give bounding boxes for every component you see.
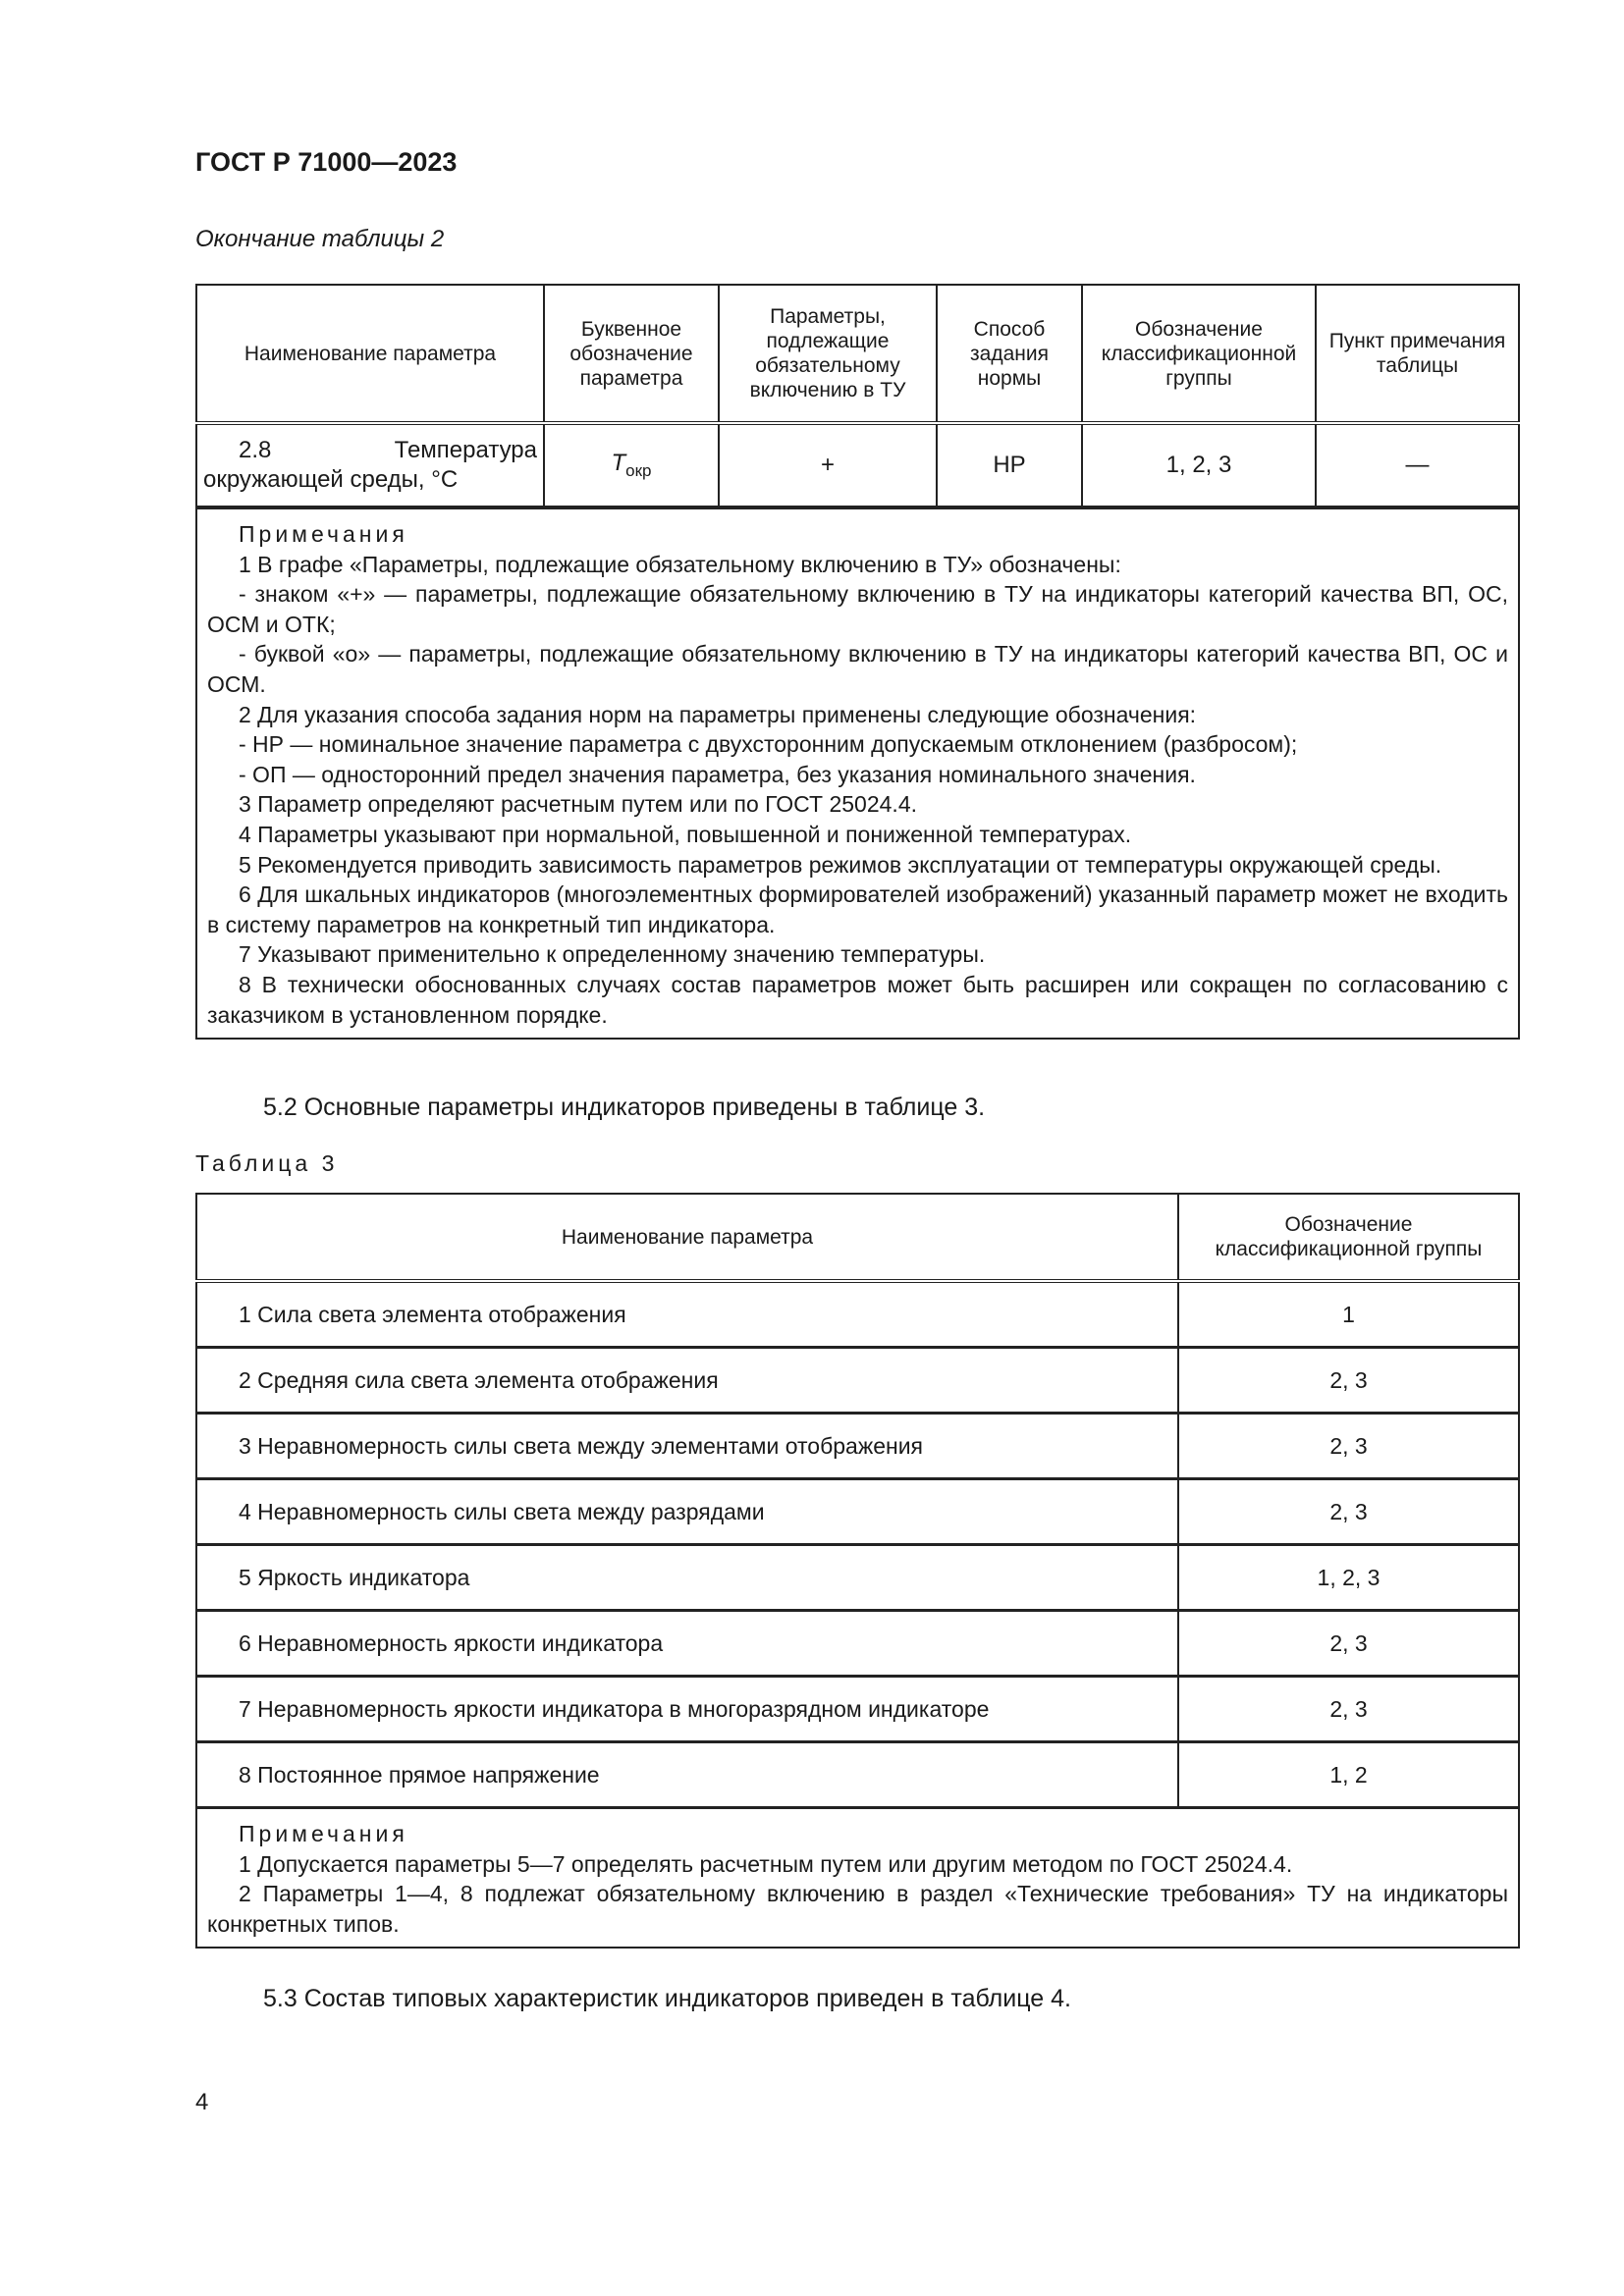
table-header-row bbox=[196, 285, 1519, 423]
table-row bbox=[196, 1479, 1519, 1545]
table-notes bbox=[196, 507, 1519, 1039]
note: - буквой «о» — параметры, подлежащие обязательному включению в ТУ на индикаторы категорий качества ВП, ОС и ОСМ. bbox=[207, 641, 1508, 697]
table-row bbox=[196, 1611, 1519, 1677]
param-name: 2.8 Температура окружающей среды, °С bbox=[196, 423, 544, 507]
param-group: 2, 3 bbox=[1178, 1611, 1519, 1677]
param-group: 2, 3 bbox=[1178, 1479, 1519, 1545]
table-2 bbox=[195, 284, 1520, 1040]
param-name: 4 Неравномерность силы света между разрядами bbox=[196, 1479, 1178, 1545]
paragraph-5-2: 5.2 Основные параметры индикаторов приведены в таблице 3. bbox=[263, 1094, 986, 1121]
notes-row bbox=[196, 1808, 1519, 1949]
note: 2 Параметры 1—4, 8 подлежат обязательному включению в раздел «Технические требования» ТУ на индикаторы конкретных типов. bbox=[207, 1881, 1508, 1937]
param-symbol: $T_{окр}$ bbox=[544, 423, 719, 507]
column-header: Буквенное обозначение параметра bbox=[544, 285, 719, 423]
param-group: 1 bbox=[1178, 1281, 1519, 1348]
param-required: + bbox=[719, 423, 937, 507]
table-row bbox=[196, 423, 1519, 507]
column-header: Пункт примечания таблицы bbox=[1316, 285, 1519, 423]
notes-title: Примечания bbox=[239, 521, 408, 547]
param-group: 1, 2 bbox=[1178, 1742, 1519, 1808]
note: - знаком «+» — параметры, подлежащие обязательному включению в ТУ на индикаторы категорий качества ВП, ОС, ОСМ и ОТК; bbox=[207, 581, 1508, 637]
param-name: 2 Средняя сила света элемента отображения bbox=[196, 1348, 1178, 1414]
notes-row bbox=[196, 507, 1519, 1039]
note: 7 Указывают применительно к определенному значению температуры. bbox=[239, 941, 986, 968]
table-notes bbox=[196, 1808, 1519, 1949]
document-title: ГОСТ Р 71000—2023 bbox=[195, 147, 458, 177]
param-name: 5 Яркость индикатора bbox=[196, 1545, 1178, 1611]
table-row bbox=[196, 1281, 1519, 1348]
param-name: 3 Неравномерность силы света между элементами отображения bbox=[196, 1414, 1178, 1479]
param-group: 2, 3 bbox=[1178, 1677, 1519, 1742]
column-header: Обозначение классификационной группы bbox=[1082, 285, 1316, 423]
note: 4 Параметры указывают при нормальной, повышенной и пониженной температурах. bbox=[239, 821, 1132, 847]
param-name: 7 Неравномерность яркости индикатора в многоразрядном индикаторе bbox=[196, 1677, 1178, 1742]
table-3-caption: Таблица 3 bbox=[195, 1150, 339, 1176]
column-header: Способ задания нормы bbox=[937, 285, 1082, 423]
note: - НР — номинальное значение параметра с двухсторонним допускаемым отклонением (разбросом); bbox=[239, 731, 1298, 758]
column-header: Наименование параметра bbox=[196, 285, 544, 423]
param-name: 8 Постоянное прямое напряжение bbox=[196, 1742, 1178, 1808]
note: 2 Для указания способа задания норм на параметры применены следующие обозначения: bbox=[239, 701, 1197, 727]
param-norm: НР bbox=[937, 423, 1082, 507]
table-continuation-label: Окончание таблицы 2 bbox=[195, 226, 445, 252]
column-header: Наименование параметра bbox=[196, 1194, 1178, 1281]
param-group: 1, 2, 3 bbox=[1178, 1545, 1519, 1611]
page-number: 4 bbox=[195, 2089, 209, 2115]
note: 6 Для шкальных индикаторов (многоэлементных формирователей изображений) указанный параметр может не входить в систему параметров на конкретный тип индикатора. bbox=[207, 881, 1508, 937]
param-name: 1 Сила света элемента отображения bbox=[196, 1281, 1178, 1348]
column-header: Обозначение классификационной группы bbox=[1178, 1194, 1519, 1281]
note: 3 Параметр определяют расчетным путем или по ГОСТ 25024.4. bbox=[239, 791, 917, 818]
note: 8 В технически обоснованных случаях состав параметров может быть расширен или сокращен по согласованию с заказчиком в установленном порядке. bbox=[207, 971, 1508, 1028]
paragraph-5-3: 5.3 Состав типовых характеристик индикаторов приведен в таблице 4. bbox=[263, 1985, 1071, 2012]
param-group: 1, 2, 3 bbox=[1082, 423, 1316, 507]
param-note: — bbox=[1316, 423, 1519, 507]
note: 5 Рекомендуется приводить зависимость параметров режимов эксплуатации от температуры окружающей среды. bbox=[239, 851, 1442, 878]
table-3 bbox=[195, 1193, 1520, 1949]
param-name: 6 Неравномерность яркости индикатора bbox=[196, 1611, 1178, 1677]
table-row bbox=[196, 1414, 1519, 1479]
note: 1 Допускается параметры 5—7 определять расчетным путем или другим методом по ГОСТ 25024.4. bbox=[239, 1850, 1293, 1877]
table-row bbox=[196, 1742, 1519, 1808]
table-row bbox=[196, 1348, 1519, 1414]
table-row bbox=[196, 1545, 1519, 1611]
table-row bbox=[196, 1677, 1519, 1742]
notes-title: Примечания bbox=[239, 1821, 408, 1846]
param-group: 2, 3 bbox=[1178, 1414, 1519, 1479]
note: - ОП — односторонний предел значения параметра, без указания номинального значения. bbox=[239, 761, 1196, 787]
table-header-row bbox=[196, 1194, 1519, 1281]
param-group: 2, 3 bbox=[1178, 1348, 1519, 1414]
note: 1 В графе «Параметры, подлежащие обязательному включению в ТУ» обозначены: bbox=[239, 551, 1121, 577]
column-header: Параметры, подлежащие обязательному включению в ТУ bbox=[719, 285, 937, 423]
